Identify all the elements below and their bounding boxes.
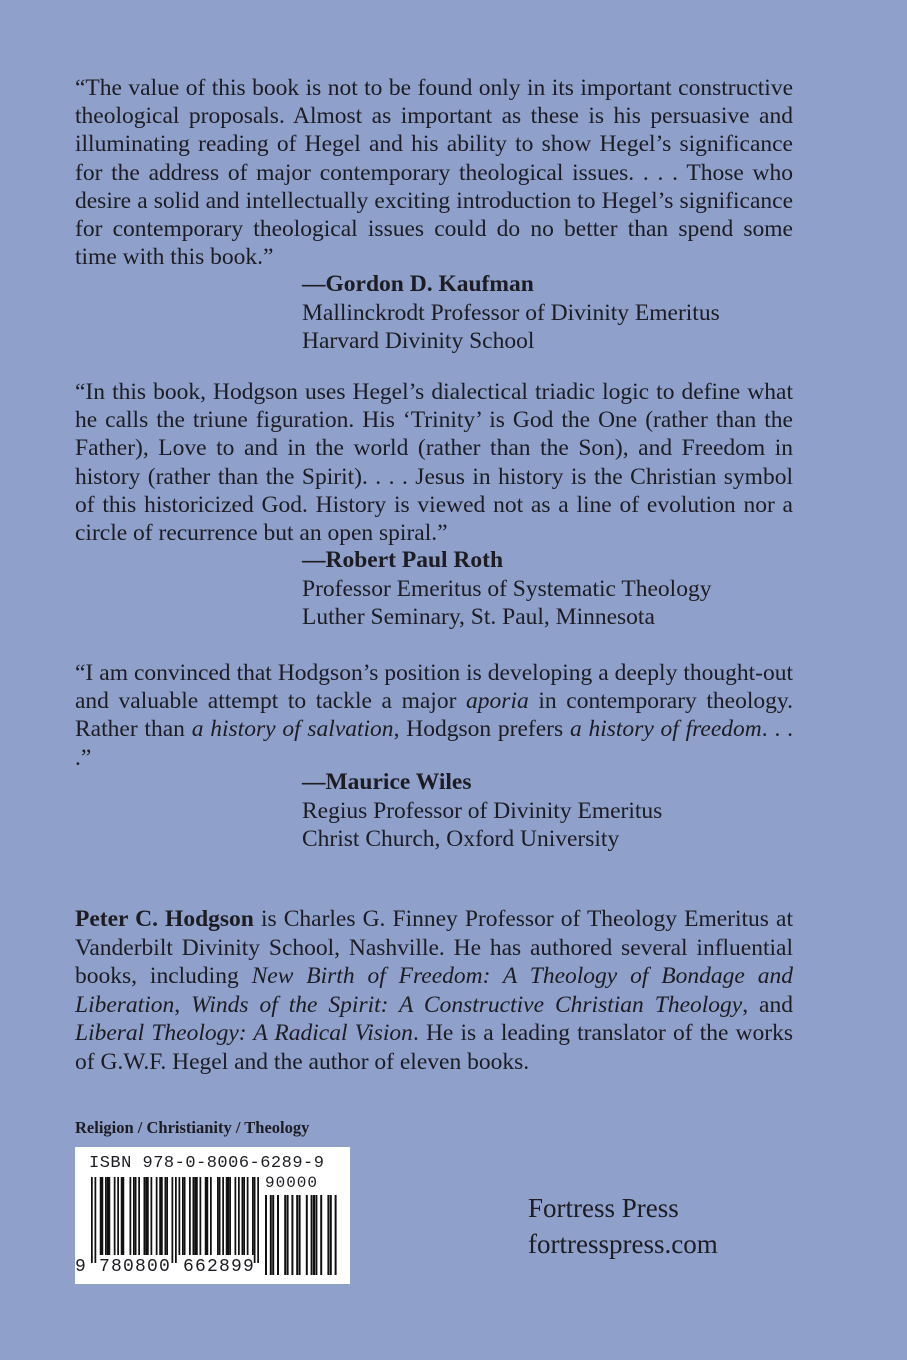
- barcode-bar: [179, 1177, 181, 1255]
- barcode-bar: [147, 1177, 149, 1255]
- publisher-name: Fortress Press: [528, 1193, 679, 1223]
- barcode-bar: [228, 1177, 230, 1255]
- reviewer-name: —Gordon D. Kaufman: [302, 271, 534, 297]
- barcode-bar: [161, 1177, 163, 1255]
- subject-category: Religion / Christianity / Theology: [75, 1118, 310, 1137]
- barcode-bar: [210, 1177, 212, 1255]
- barcode-bar: [243, 1177, 245, 1255]
- barcode-bar: [247, 1177, 249, 1255]
- review-quote-1: [75, 74, 793, 271]
- barcode-bar: [133, 1177, 135, 1255]
- reviewer-institution: Harvard Divinity School: [302, 328, 535, 354]
- barcode-bar: [299, 1195, 301, 1275]
- review-quote-3: [75, 659, 793, 772]
- barcode-bar: [238, 1177, 240, 1255]
- publisher-website: fortresspress.com: [528, 1229, 718, 1259]
- reviewer-institution: Luther Seminary, St. Paul, Minnesota: [302, 604, 655, 630]
- book-title: Winds of the Spirit: A Constructive Christian Theology: [191, 991, 743, 1018]
- review-quote-2: [75, 378, 793, 547]
- quote-attribution-1: [285, 270, 720, 356]
- barcode-bar: [105, 1177, 107, 1255]
- barcode-bar: [172, 1177, 174, 1263]
- reviewer-name: —Robert Paul Roth: [302, 547, 504, 573]
- barcode-bar: [296, 1195, 298, 1275]
- barcode-bar: [311, 1195, 313, 1275]
- barcode-bar: [121, 1177, 123, 1255]
- barcode-bar: [270, 1195, 272, 1275]
- barcode-bar: [166, 1177, 168, 1255]
- barcode-bar: [144, 1177, 146, 1255]
- book-title: New Birth of Freedom: A Theology of Bondage and Liberation: [75, 963, 793, 1018]
- barcode-bar: [235, 1177, 237, 1255]
- book-title: Liberal Theology: A Radical Vision: [75, 1020, 413, 1046]
- barcode-bar: [335, 1195, 337, 1275]
- barcode-bar: [254, 1177, 256, 1263]
- barcode-bar: [130, 1177, 132, 1255]
- barcode-bar: [145, 1177, 147, 1255]
- barcode-bar: [102, 1177, 104, 1255]
- barcode-bar: [107, 1177, 109, 1255]
- barcode-bar: [252, 1177, 254, 1255]
- barcode-bar: [291, 1195, 293, 1275]
- barcode-bar: [207, 1177, 209, 1255]
- quote-attribution-2: [285, 546, 711, 632]
- barcode-bar: [109, 1177, 111, 1255]
- reviewer-title: Professor Emeritus of Systematic Theology: [302, 575, 712, 602]
- isbn-number: ISBN 978-0-8006-6289-9: [89, 1154, 325, 1173]
- barcode-bar: [138, 1177, 140, 1255]
- barcode-bar: [184, 1177, 186, 1255]
- reviewer-institution: Christ Church, Oxford University: [302, 826, 620, 852]
- price-code: 90000: [265, 1174, 319, 1192]
- barcode-bar: [165, 1177, 167, 1255]
- barcode-bar: [272, 1195, 274, 1275]
- barcode-bar: [123, 1177, 125, 1255]
- quote-text: “In this book, Hodgson uses Hegel’s dialectical triadic logic to define what he calls the triune figuration. His ‘Trinity’ is God the One (rather than the Father), Love to and in the world (rather than the Son), and Freedom in history (rather than the Spirit). . . . Jesus in history is the Christian symbol of this historicized God. History is viewed not as a line of evolution nor a circle of recurrence but an open spiral.”: [75, 379, 793, 547]
- author-bio: Peter C. Hodgson is Charles G. Finney Professor of Theology Emeritus at Vanderbilt Divinity School, Nashville. He has authored several influential books, including New Birth of Freedom: A Theology of Bondage and Liberation, Winds of the Spirit: A Constructive Christian Theology, and Liberal Theology: A Radical Vision. He is a leading translator of the works of G.W.F. Hegel and the author of eleven books.: [75, 906, 794, 1075]
- isbn-barcode: [75, 1147, 350, 1284]
- barcode-bar: [135, 1177, 137, 1255]
- barcode-bar: [320, 1195, 322, 1275]
- barcode-bar: [95, 1177, 97, 1263]
- barcode-bar: [156, 1177, 158, 1255]
- barcode-bar: [189, 1177, 191, 1255]
- barcode-bar: [287, 1195, 289, 1275]
- barcode-bar: [182, 1177, 184, 1255]
- barcode-bar: [100, 1177, 102, 1255]
- barcode-bar: [91, 1177, 93, 1263]
- barcode-bar: [315, 1195, 317, 1275]
- barcode-bar: [229, 1177, 231, 1255]
- reviewer-name: —Maurice Wiles: [302, 769, 472, 795]
- barcode-bar: [114, 1177, 116, 1255]
- barcode-bar: [193, 1177, 195, 1255]
- quote-text: “I am convinced that Hodgson’s position is developing a deeply thought-out and valuable attempt to tackle a major aporia in contemporary theology. Rather than a history of salvation, Hodgson prefers a history of freedom. . . .”: [75, 660, 793, 771]
- reviewer-title: Regius Professor of Divinity Emeritus: [302, 797, 663, 824]
- barcode-bar: [151, 1177, 153, 1255]
- barcode-bar: [117, 1177, 119, 1255]
- author-name: Peter C. Hodgson: [75, 906, 254, 932]
- barcode-bar: [242, 1177, 244, 1255]
- barcode-bar: [205, 1177, 207, 1255]
- barcode-bar: [306, 1195, 308, 1275]
- barcode-bar: [284, 1195, 286, 1275]
- barcode-bar: [194, 1177, 196, 1255]
- barcode-bar: [219, 1177, 221, 1255]
- barcode-bar: [159, 1177, 161, 1255]
- barcode-bar: [200, 1177, 202, 1255]
- barcode-bar: [226, 1177, 228, 1255]
- quote-attribution-3: [285, 768, 662, 854]
- publisher-block: [528, 1190, 718, 1262]
- barcode-bar: [257, 1177, 259, 1263]
- barcode-bar: [277, 1195, 279, 1275]
- reviewer-title: Mallinckrodt Professor of Divinity Emeritus: [302, 299, 720, 326]
- barcode-bar: [313, 1195, 315, 1275]
- barcode-bar: [222, 1177, 224, 1255]
- barcode-bar: [330, 1195, 332, 1275]
- barcode-bar: [217, 1177, 219, 1255]
- barcode-bar: [327, 1195, 329, 1275]
- barcode-bar: [196, 1177, 198, 1255]
- ean-number: 9 780800 662899: [75, 1257, 256, 1277]
- quote-text: “The value of this book is not to be found only in its important constructive theological proposals. Almost as important as these is his persuasive and illuminating reading of Hegel and his ability to show Hegel’s significance for the address of major contemporary theological issues. . . . Those who desire a solid and intellectually exciting introduction to Hegel’s significance for contemporary theological issues could do no better than spend some time with this book.”: [75, 75, 793, 271]
- barcode-bar: [265, 1195, 267, 1275]
- barcode-bar: [175, 1177, 177, 1263]
